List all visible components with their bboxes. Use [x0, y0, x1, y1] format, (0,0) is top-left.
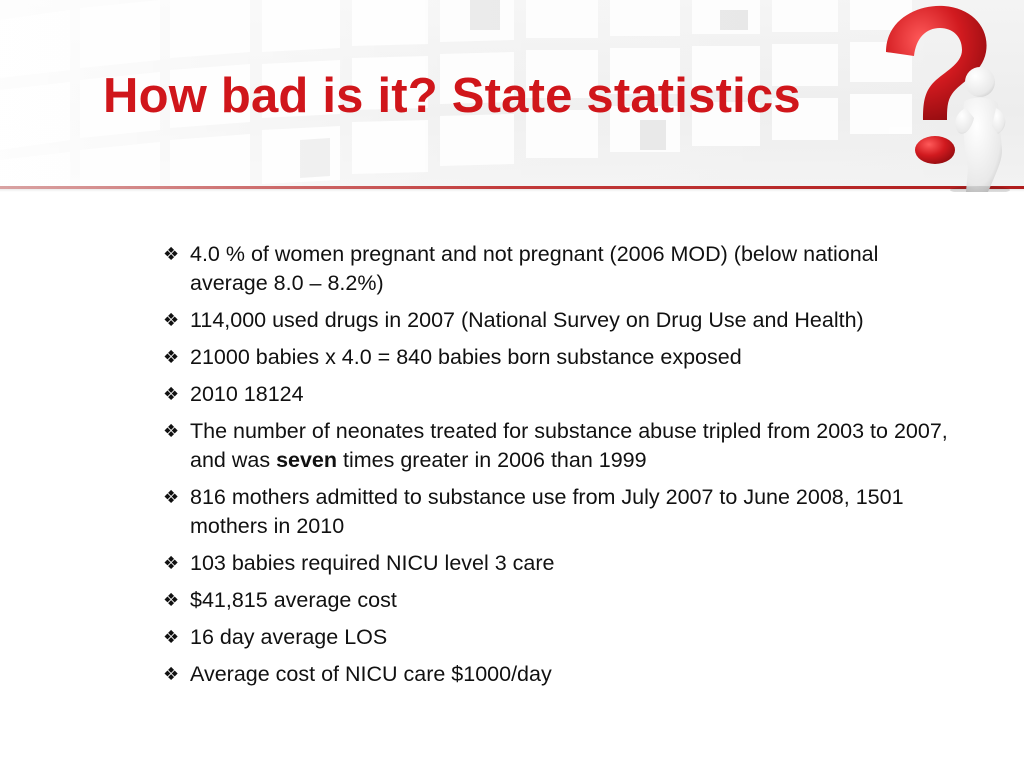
bullet-text: 21000 babies x 4.0 = 840 babies born substance exposed	[190, 345, 742, 369]
bullet-text: 114,000 used drugs in 2007 (National Survey on Drug Use and Health)	[190, 308, 864, 332]
bullet-text: Average cost of NICU care $1000/day	[190, 662, 552, 686]
list-item	[163, 240, 953, 298]
diamond-bullet-icon: ❖	[163, 347, 180, 368]
bullet-text-before: The number of neonates treated for substance abuse tripled from 2003 to 2007, and was	[190, 419, 948, 472]
diamond-bullet-icon: ❖	[163, 421, 180, 442]
diamond-bullet-icon: ❖	[163, 384, 180, 405]
diamond-bullet-icon: ❖	[163, 590, 180, 611]
bullet-text: 2010 18124	[190, 382, 304, 406]
diamond-bullet-icon: ❖	[163, 310, 180, 331]
list-item	[163, 483, 953, 541]
list-item	[163, 380, 953, 409]
bullet-list	[163, 240, 953, 697]
list-item	[163, 623, 953, 652]
list-item	[163, 306, 953, 335]
list-item	[163, 549, 953, 578]
bullet-text: 4.0 % of women pregnant and not pregnant (2006 MOD) (below national average 8.0 – 8.2%)	[190, 242, 879, 295]
slide-title: How bad is it? State statistics	[103, 69, 801, 123]
bullet-text: 16 day average LOS	[190, 625, 388, 649]
bullet-text: 103 babies required NICU level 3 care	[190, 551, 555, 575]
diamond-bullet-icon: ❖	[163, 553, 180, 574]
bullet-text: $41,815 average cost	[190, 588, 397, 612]
list-item	[163, 660, 953, 689]
bullet-text-emphasis: seven	[276, 448, 338, 472]
diamond-bullet-icon: ❖	[163, 627, 180, 648]
question-mark-figure-icon	[868, 0, 1024, 192]
diamond-bullet-icon: ❖	[163, 664, 180, 685]
bullet-text: 816 mothers admitted to substance use from July 2007 to June 2008, 1501 mothers in 2010	[190, 485, 904, 538]
list-item	[163, 586, 953, 615]
bullet-text-after: times greater in 2006 than 1999	[337, 448, 647, 472]
list-item	[163, 343, 953, 372]
diamond-bullet-icon: ❖	[163, 244, 180, 265]
diamond-bullet-icon: ❖	[163, 487, 180, 508]
list-item	[163, 417, 953, 475]
